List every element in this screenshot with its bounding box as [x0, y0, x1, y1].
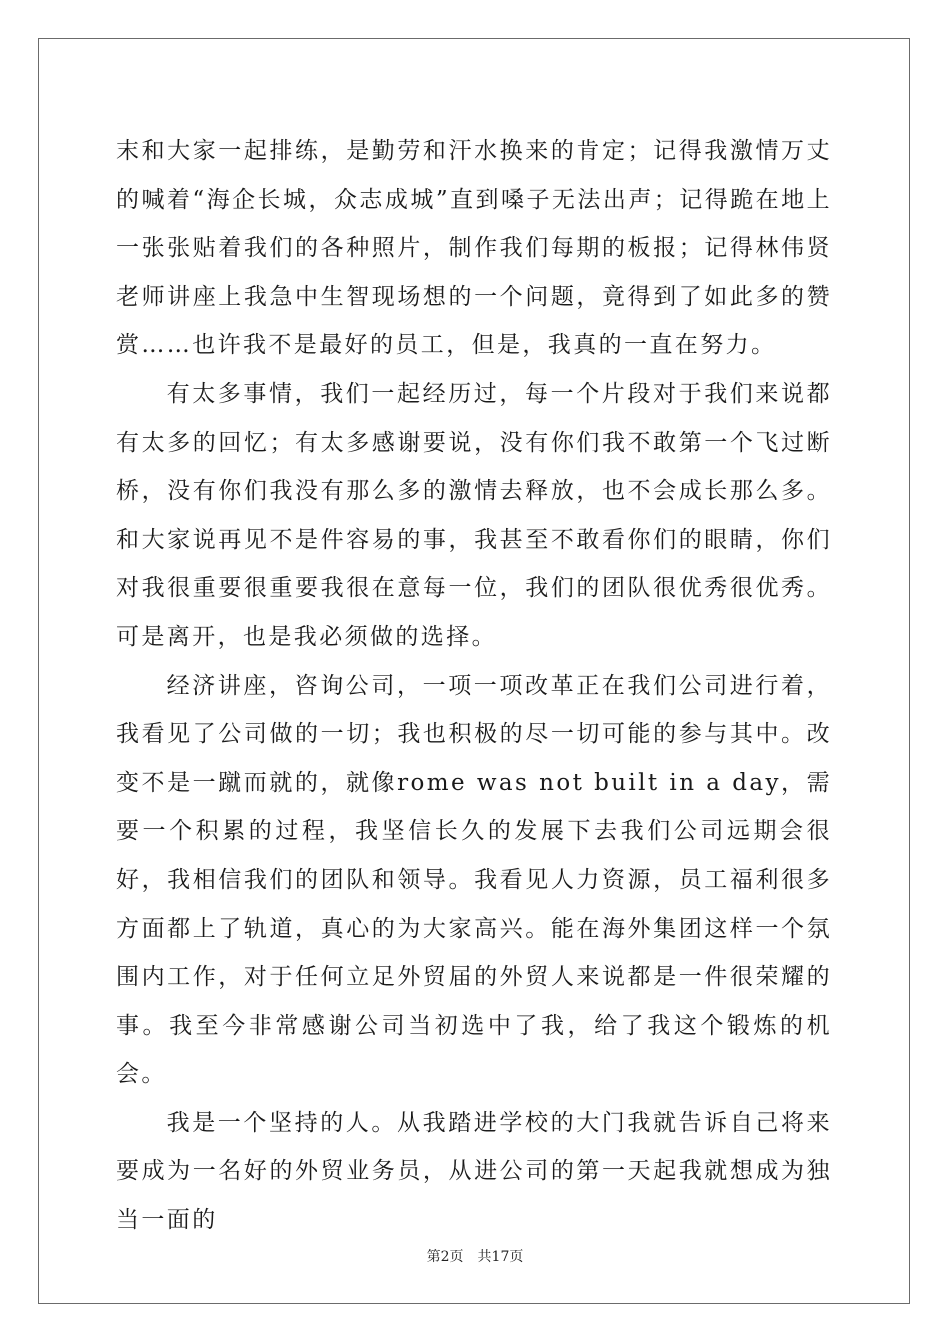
document-body: [116, 127, 832, 1245]
paragraph: 有太多事情，我们一起经历过，每一个片段对于我们来说都有太多的回忆；有太多感谢要说，没有你们我不敢第一个飞过断桥，没有你们我没有那么多的激情去释放，也不会成长那么多。和大家说再见不是件容易的事，我甚至不敢看你们的眼睛，你们对我很重要很重要我很在意每一位，我们的团队很优秀很优秀。可是离开，也是我必须做的选择。: [116, 380, 832, 650]
paragraph: 我是一个坚持的人。从我踏进学校的大门我就告诉自己将来要成为一名好的外贸业务员，从进公司的第一天起我就想成为独当一面的: [116, 1109, 832, 1234]
paragraph: 经济讲座，咨询公司，一项一项改革正在我们公司进行着，我看见了公司做的一切；我也积极的尽一切可能的参与其中。改变不是一蹴而就的，就像rome was not built in a day，需要一个积累的过程，我坚信长久的发展下去我们公司远期会很好，我相信我们的团队和领导。我看见人力资源，员工福利很多方面都上了轨道，真心的为大家高兴。能在海外集团这样一个氛围内工作，对于任何立足外贸届的外贸人来说都是一件很荣耀的事。我至今非常感谢公司当初选中了我，给了我这个锻炼的机会。: [116, 672, 832, 1088]
paragraph-continuation: 末和大家一起排练，是勤劳和汗水换来的肯定；记得我激情万丈的喊着“海企长城，众志成城”直到嗓子无法出声；记得跪在地上一张张贴着我们的各种照片，制作我们每期的板报；记得林伟贤老师讲座上我急中生智现场想的一个问题，竟得到了如此多的赞赏……也许我不是最好的员工，但是，我真的一直在努力。: [116, 138, 832, 359]
page-footer: [0, 1246, 950, 1266]
page-total: 共17页: [477, 1249, 524, 1265]
page-number: 第2页: [426, 1249, 464, 1265]
